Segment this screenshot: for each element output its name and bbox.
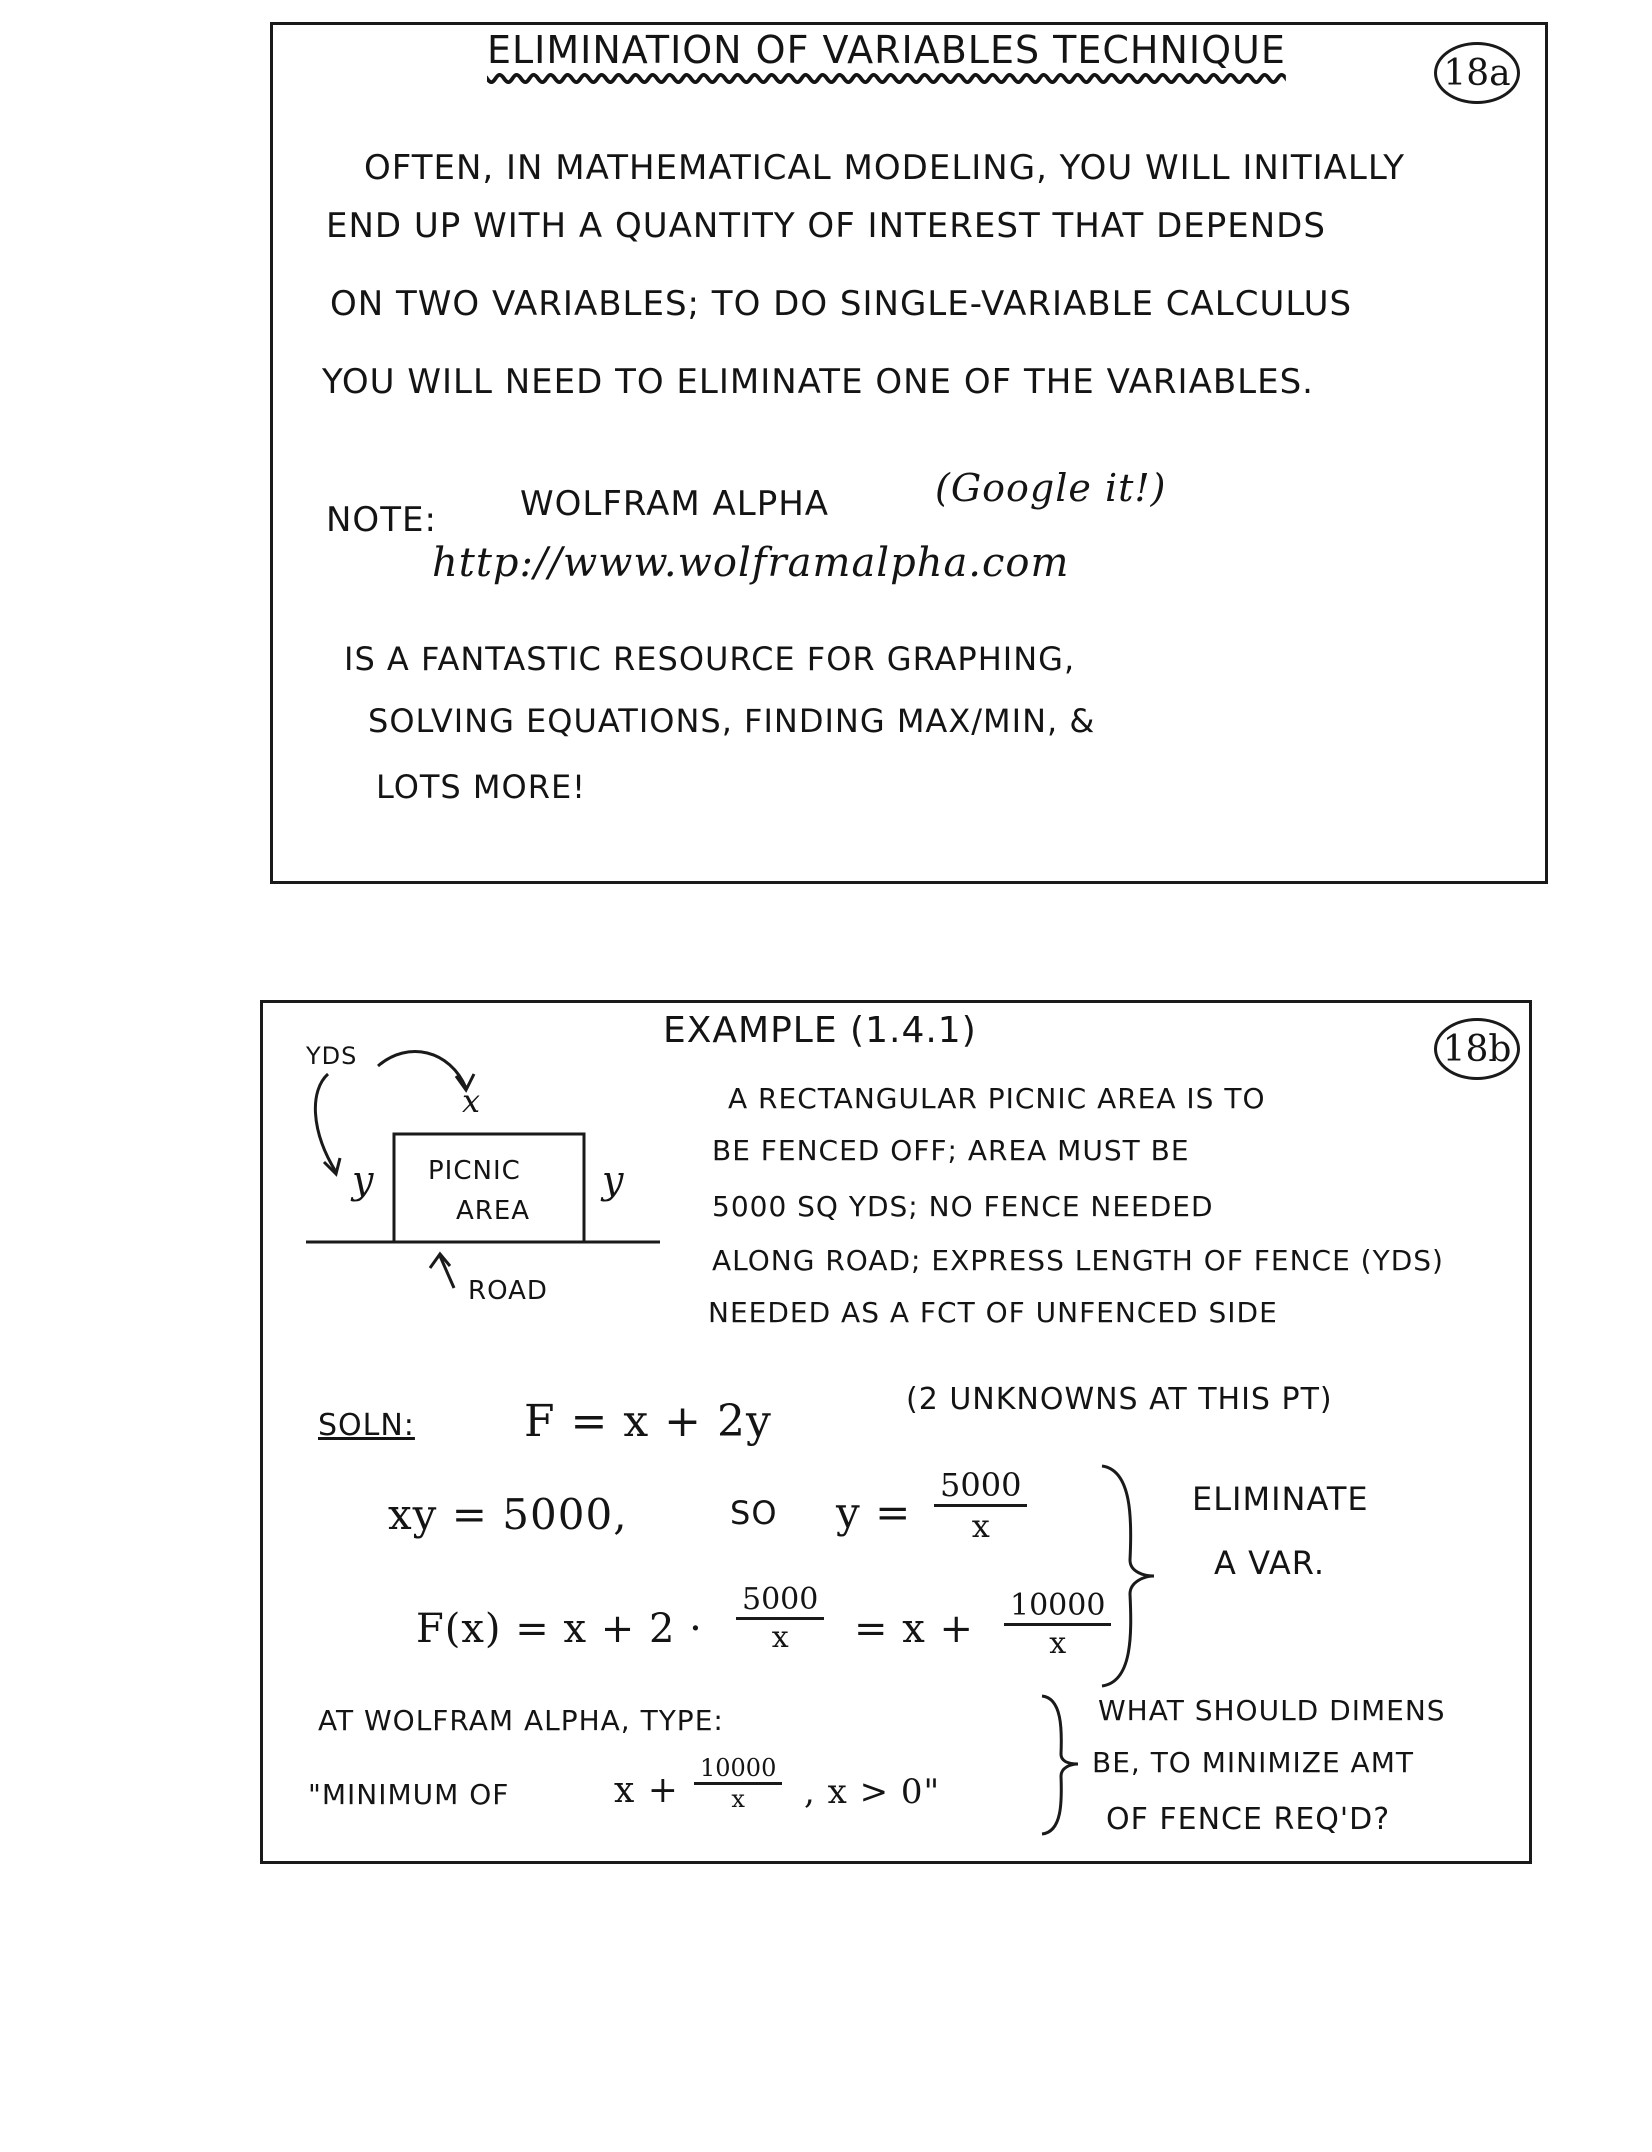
query-end: , x > 0"	[804, 1772, 941, 1812]
problem-line-5: NEEDED AS A FCT OF UNFENCED SIDE	[708, 1296, 1278, 1329]
soln-label: SOLN:	[318, 1408, 415, 1443]
equation-fence: F = x + 2y	[524, 1396, 772, 1447]
fraction-5000-over-x	[934, 1466, 1027, 1545]
resource-line-1: IS A FANTASTIC RESOURCE FOR GRAPHING,	[344, 640, 1076, 678]
arrow-to-road-head	[430, 1254, 450, 1268]
fraction-numerator: 5000	[934, 1466, 1027, 1507]
wolfram-instruction: AT WOLFRAM ALPHA, TYPE:	[318, 1704, 724, 1737]
diagram-y-right: y	[602, 1158, 625, 1202]
problem-line-2: BE FENCED OFF; AREA MUST BE	[712, 1134, 1190, 1167]
note-url: http://www.wolframalpha.com	[432, 540, 1070, 586]
fraction-numerator: 5000	[736, 1582, 824, 1620]
diagram-area-line-2: AREA	[456, 1196, 531, 1226]
page-badge-18b: 18b	[1434, 1018, 1520, 1080]
intro-line-3: ON TWO VARIABLES; TO DO SINGLE-VARIABLE CALCULUS	[330, 284, 1353, 324]
question-line-3: OF FENCE REQ'D?	[1106, 1802, 1391, 1837]
equation-f-mid: = x +	[854, 1606, 975, 1652]
eliminate-line-1: ELIMINATE	[1192, 1480, 1369, 1518]
equation-area-so: SO	[730, 1494, 778, 1532]
equation-area-y: y =	[836, 1488, 912, 1537]
note-aside: (Google it!)	[935, 466, 1167, 510]
equation-area-left: xy = 5000,	[388, 1490, 628, 1539]
fraction-numerator: 10000	[1004, 1588, 1111, 1626]
note-label: NOTE:	[326, 500, 437, 540]
question-line-2: BE, TO MINIMIZE AMT	[1092, 1746, 1414, 1779]
fraction-5000-over-x-2	[736, 1582, 824, 1655]
intro-line-2: END UP WITH A QUANTITY OF INTEREST THAT DEPENDS	[326, 206, 1326, 246]
query-fraction	[694, 1754, 782, 1813]
note-name: WOLFRAM ALPHA	[520, 484, 830, 524]
resource-line-3: LOTS MORE!	[376, 768, 586, 806]
query-x: x +	[614, 1770, 679, 1811]
fraction-denominator: x	[731, 1785, 745, 1813]
panel-a-title: ELIMINATION OF VARIABLES TECHNIQUE	[487, 28, 1286, 72]
equation-f-left: F(x) = x + 2 ·	[416, 1606, 703, 1652]
diagram-y-left: y	[352, 1158, 375, 1202]
diagram-x-label: x	[462, 1082, 482, 1120]
question-line-1: WHAT SHOULD DIMENS	[1098, 1694, 1446, 1727]
fraction-denominator: x	[971, 1507, 990, 1545]
fraction-numerator: 10000	[694, 1754, 782, 1785]
equation-fence-note: (2 UNKNOWNS AT THIS PT)	[906, 1382, 1333, 1417]
diagram-area-line-1: PICNIC	[428, 1156, 521, 1186]
brace-eliminate	[1092, 1460, 1162, 1690]
problem-line-3: 5000 SQ YDS; NO FENCE NEEDED	[712, 1190, 1214, 1223]
problem-line-1: A RECTANGULAR PICNIC AREA IS TO	[728, 1082, 1266, 1115]
arrow-to-y-curve	[315, 1074, 336, 1172]
intro-line-4: YOU WILL NEED TO ELIMINATE ONE OF THE VARIABLES.	[322, 362, 1314, 402]
problem-line-4: ALONG ROAD; EXPRESS LENGTH OF FENCE (YDS)	[712, 1244, 1444, 1277]
fraction-denominator: x	[771, 1620, 789, 1655]
page-badge-18a: 18a	[1434, 42, 1520, 104]
fraction-denominator: x	[1049, 1626, 1067, 1661]
diagram-road-label: ROAD	[468, 1276, 548, 1306]
resource-line-2: SOLVING EQUATIONS, FINDING MAX/MIN, &	[368, 702, 1096, 740]
eliminate-line-2: A VAR.	[1214, 1544, 1326, 1582]
intro-line-1: OFTEN, IN MATHEMATICAL MODELING, YOU WILL INITIALLY	[364, 148, 1406, 188]
brace-question	[1034, 1690, 1084, 1840]
diagram-yds-label: YDS	[306, 1042, 358, 1070]
query-start: "MINIMUM OF	[308, 1778, 510, 1811]
example-title: EXAMPLE (1.4.1)	[663, 1010, 977, 1051]
arrow-to-x-curve	[378, 1052, 466, 1088]
